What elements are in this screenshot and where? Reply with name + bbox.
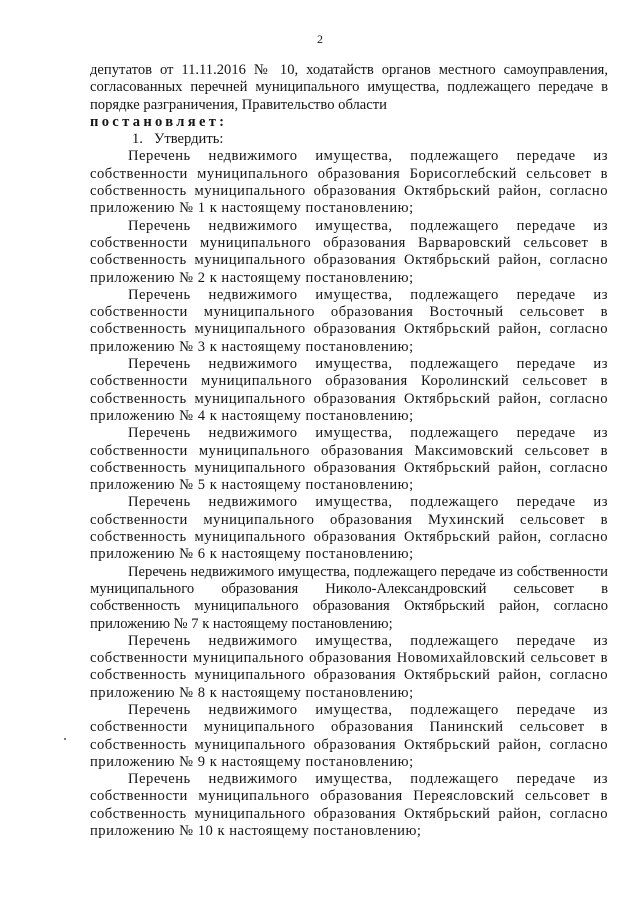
paragraph-appendix-1: Перечень недвижимого имущества, подлежащего передаче из собственности муниципального образования Борисоглебский сельсовет в собственность муниципального образования Октябрьский район, согласно приложению № 1 к настоящему постановлению; bbox=[90, 148, 608, 217]
paragraph-appendix-5: Перечень недвижимого имущества, подлежащего передаче из собственности муниципального образования Максимовский сельсовет в собственность муниципального образования Октябрьский район, согласно приложению № 5 к настоящему постановлению; bbox=[90, 425, 608, 494]
paragraph-appendix-7: Перечень недвижимого имущества, подлежащего передаче из собственности муниципального образования Николо-Александровский сельсовет в собственность муниципального образования Октябрьский район, согласно приложению № 7 к настоящему постановлению; bbox=[90, 563, 608, 632]
list-item-approve bbox=[90, 131, 608, 148]
list-item-text: Утвердить: bbox=[154, 131, 224, 148]
paragraph-appendix-8: Перечень недвижимого имущества, подлежащего передаче из собственности муниципального образования Новомихайловский сельсовет в собственность муниципального образования Октябрьский район, согласно приложению № 8 к настоящему постановлению; bbox=[90, 632, 608, 701]
paragraph-appendix-3: Перечень недвижимого имущества, подлежащего передаче из собственности муниципального образования Восточный сельсовет в собственность муниципального образования Октябрьский район, согласно приложению № 3 к настоящему постановлению; bbox=[90, 286, 608, 355]
scan-speck bbox=[64, 738, 66, 740]
paragraph-appendix-9: Перечень недвижимого имущества, подлежащего передаче из собственности муниципального образования Панинский сельсовет в собственность муниципального образования Октябрьский район, согласно приложению № 9 к настоящему постановлению; bbox=[90, 701, 608, 770]
paragraph-appendix-2: Перечень недвижимого имущества, подлежащего передаче из собственности муниципального образования Варваровский сельсовет в собственность муниципального образования Октябрьский район, согласно приложению № 2 к настоящему постановлению; bbox=[90, 217, 608, 286]
paragraph-appendix-10: Перечень недвижимого имущества, подлежащего передаче из собственности муниципального образования Переясловский сельсовет в собственность муниципального образования Октябрьский район, согласно приложению № 10 к настоящему постановлению; bbox=[90, 771, 608, 840]
list-item-number: 1. bbox=[132, 131, 143, 148]
paragraph-appendix-6: Перечень недвижимого имущества, подлежащего передаче из собственности муниципального образования Мухинский сельсовет в собственность муниципального образования Октябрьский район, согласно приложению № 6 к настоящему постановлению; bbox=[90, 494, 608, 563]
intro-paragraph: депутатов от 11.11.2016 № 10, ходатайств органов местного самоуправления, согласованных перечней муниципального имущества, подлежащего передаче в порядке разграничения, Правительство области bbox=[90, 62, 608, 113]
resolution-verb: постановляет: bbox=[90, 113, 228, 130]
document-body bbox=[90, 62, 608, 840]
page-number: 2 bbox=[317, 32, 323, 46]
paragraph-appendix-4: Перечень недвижимого имущества, подлежащего передаче из собственности муниципального образования Королинский сельсовет в собственность муниципального образования Октябрьский район, согласно приложению № 4 к настоящему постановлению; bbox=[90, 356, 608, 424]
